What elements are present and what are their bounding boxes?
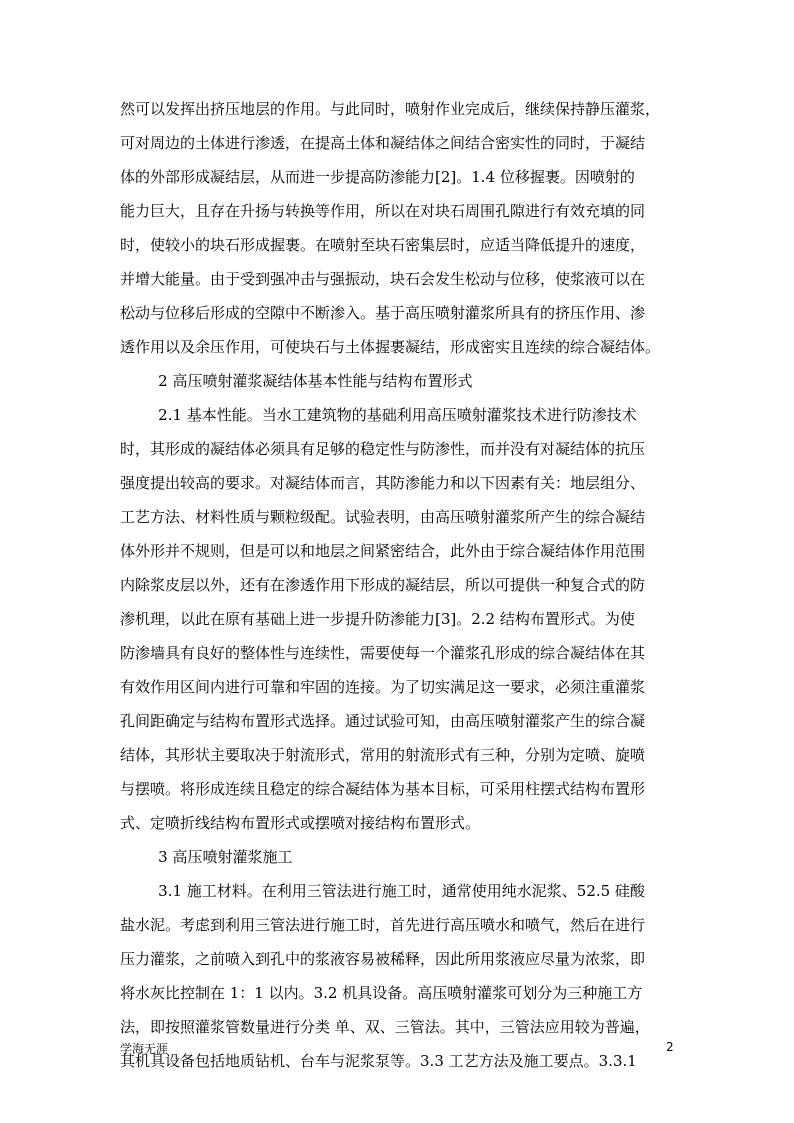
- text-line: 内除浆皮层以外，还有在渗透作用下形成的凝结层，所以可提供一种复合式的防: [120, 576, 646, 594]
- text-line: 孔间距确定与结构布置形式选择。通过试验可知，由高压喷射灌浆产生的综合凝: [120, 712, 646, 730]
- text-line: 时，使较小的块石形成握裹。在喷射至块石密集层时，应适当降低提升的速度，: [120, 236, 646, 254]
- document-body: [120, 92, 680, 1078]
- text-line: 盐水泥。考虑到利用三管法进行施工时，首先进行高压喷水和喷气，然后在进行: [120, 916, 646, 934]
- text-line: 体的外部形成凝结层，从而进一步提高防渗能力[2]。1.4 位移握裹。因喷射的: [120, 168, 635, 186]
- text-line: 松动与位移后形成的空隙中不断渗入。基于高压喷射灌浆所具有的挤压作用、渗: [120, 304, 646, 322]
- text-line: 然可以发挥出挤压地层的作用。与此同时，喷射作业完成后，继续保持静压灌浆，: [120, 100, 661, 118]
- text-line: 能力巨大，且存在升扬与转换等作用，所以在对块石周围孔隙进行有效充填的同: [120, 202, 646, 220]
- text-line: 结体，其形状主要取决于射流形式，常用的射流形式有三种，分别为定喷、旋喷: [120, 746, 646, 764]
- text-line: 强度提出较高的要求。对凝结体而言，其防渗能力和以下因素有关：地层组分、: [120, 474, 646, 492]
- text-line: 式、定喷折线结构布置形式或摆喷对接结构布置形式。: [120, 814, 481, 832]
- text-line: 将水灰比控制在 1：1 以内。3.2 机具设备。高压喷射灌浆可划分为三种施工方: [120, 984, 643, 1002]
- footer-motto: 学海无涯: [120, 1042, 169, 1056]
- text-line: 有效作用区间内进行可靠和牢固的连接。为了切实满足这一要求，必须注重灌浆: [120, 678, 646, 696]
- section-heading: 2 高压喷射灌浆凝结体基本性能与结构布置形式: [120, 372, 473, 390]
- section-heading: 3 高压喷射灌浆施工: [120, 848, 293, 866]
- text-line: 2.1 基本性能。当水工建筑物的基础利用高压喷射灌浆技术进行防渗技术: [120, 406, 637, 424]
- text-line: 工艺方法、材料性质与颗粒级配。试验表明，由高压喷射灌浆所产生的综合凝结: [120, 508, 646, 526]
- text-line: 透作用以及余压作用，可使块石与土体握裹凝结，形成密实且连续的综合凝结体。: [120, 338, 661, 356]
- text-line: 3.1 施工材料。在利用三管法进行施工时，通常使用纯水泥浆、52.5 硅酸: [120, 882, 645, 900]
- text-line: 时，其形成的凝结体必须具有足够的稳定性与防渗性，而并没有对凝结体的抗压: [120, 440, 646, 458]
- text-line: 法，即按照灌浆管数量进行分类 单、双、三管法。其中，三管法应用较为普遍，: [120, 1018, 650, 1036]
- text-line: 其机具设备包括地质钻机、台车与泥浆泵等。3.3 工艺方法及施工要点。3.3.1: [120, 1052, 637, 1070]
- text-line: 防渗墙具有良好的整体性与连续性，需要使每一个灌浆孔形成的综合凝结体在其: [120, 644, 646, 662]
- text-line: 体外形并不规则，但是可以和地层之间紧密结合，此外由于综合凝结体作用范围: [120, 542, 646, 560]
- text-line: 可对周边的土体进行渗透，在提高土体和凝结体之间结合密实性的同时，于凝结: [120, 134, 646, 152]
- text-line: 渗机理，以此在原有基础上进一步提升防渗能力[3]。2.2 结构布置形式。为使: [120, 610, 635, 628]
- text-line: 压力灌浆，之前喷入到孔中的浆液容易被稀释，因此所用浆液应尽量为浓浆，即: [120, 950, 646, 968]
- page-number: 2: [666, 1040, 674, 1054]
- text-line: 并增大能量。由于受到强冲击与强振动，块石会发生松动与位移，使浆液可以在: [120, 270, 646, 288]
- text-line: 与摆喷。将形成连续且稳定的综合凝结体为基本目标，可采用柱摆式结构布置形: [120, 780, 646, 798]
